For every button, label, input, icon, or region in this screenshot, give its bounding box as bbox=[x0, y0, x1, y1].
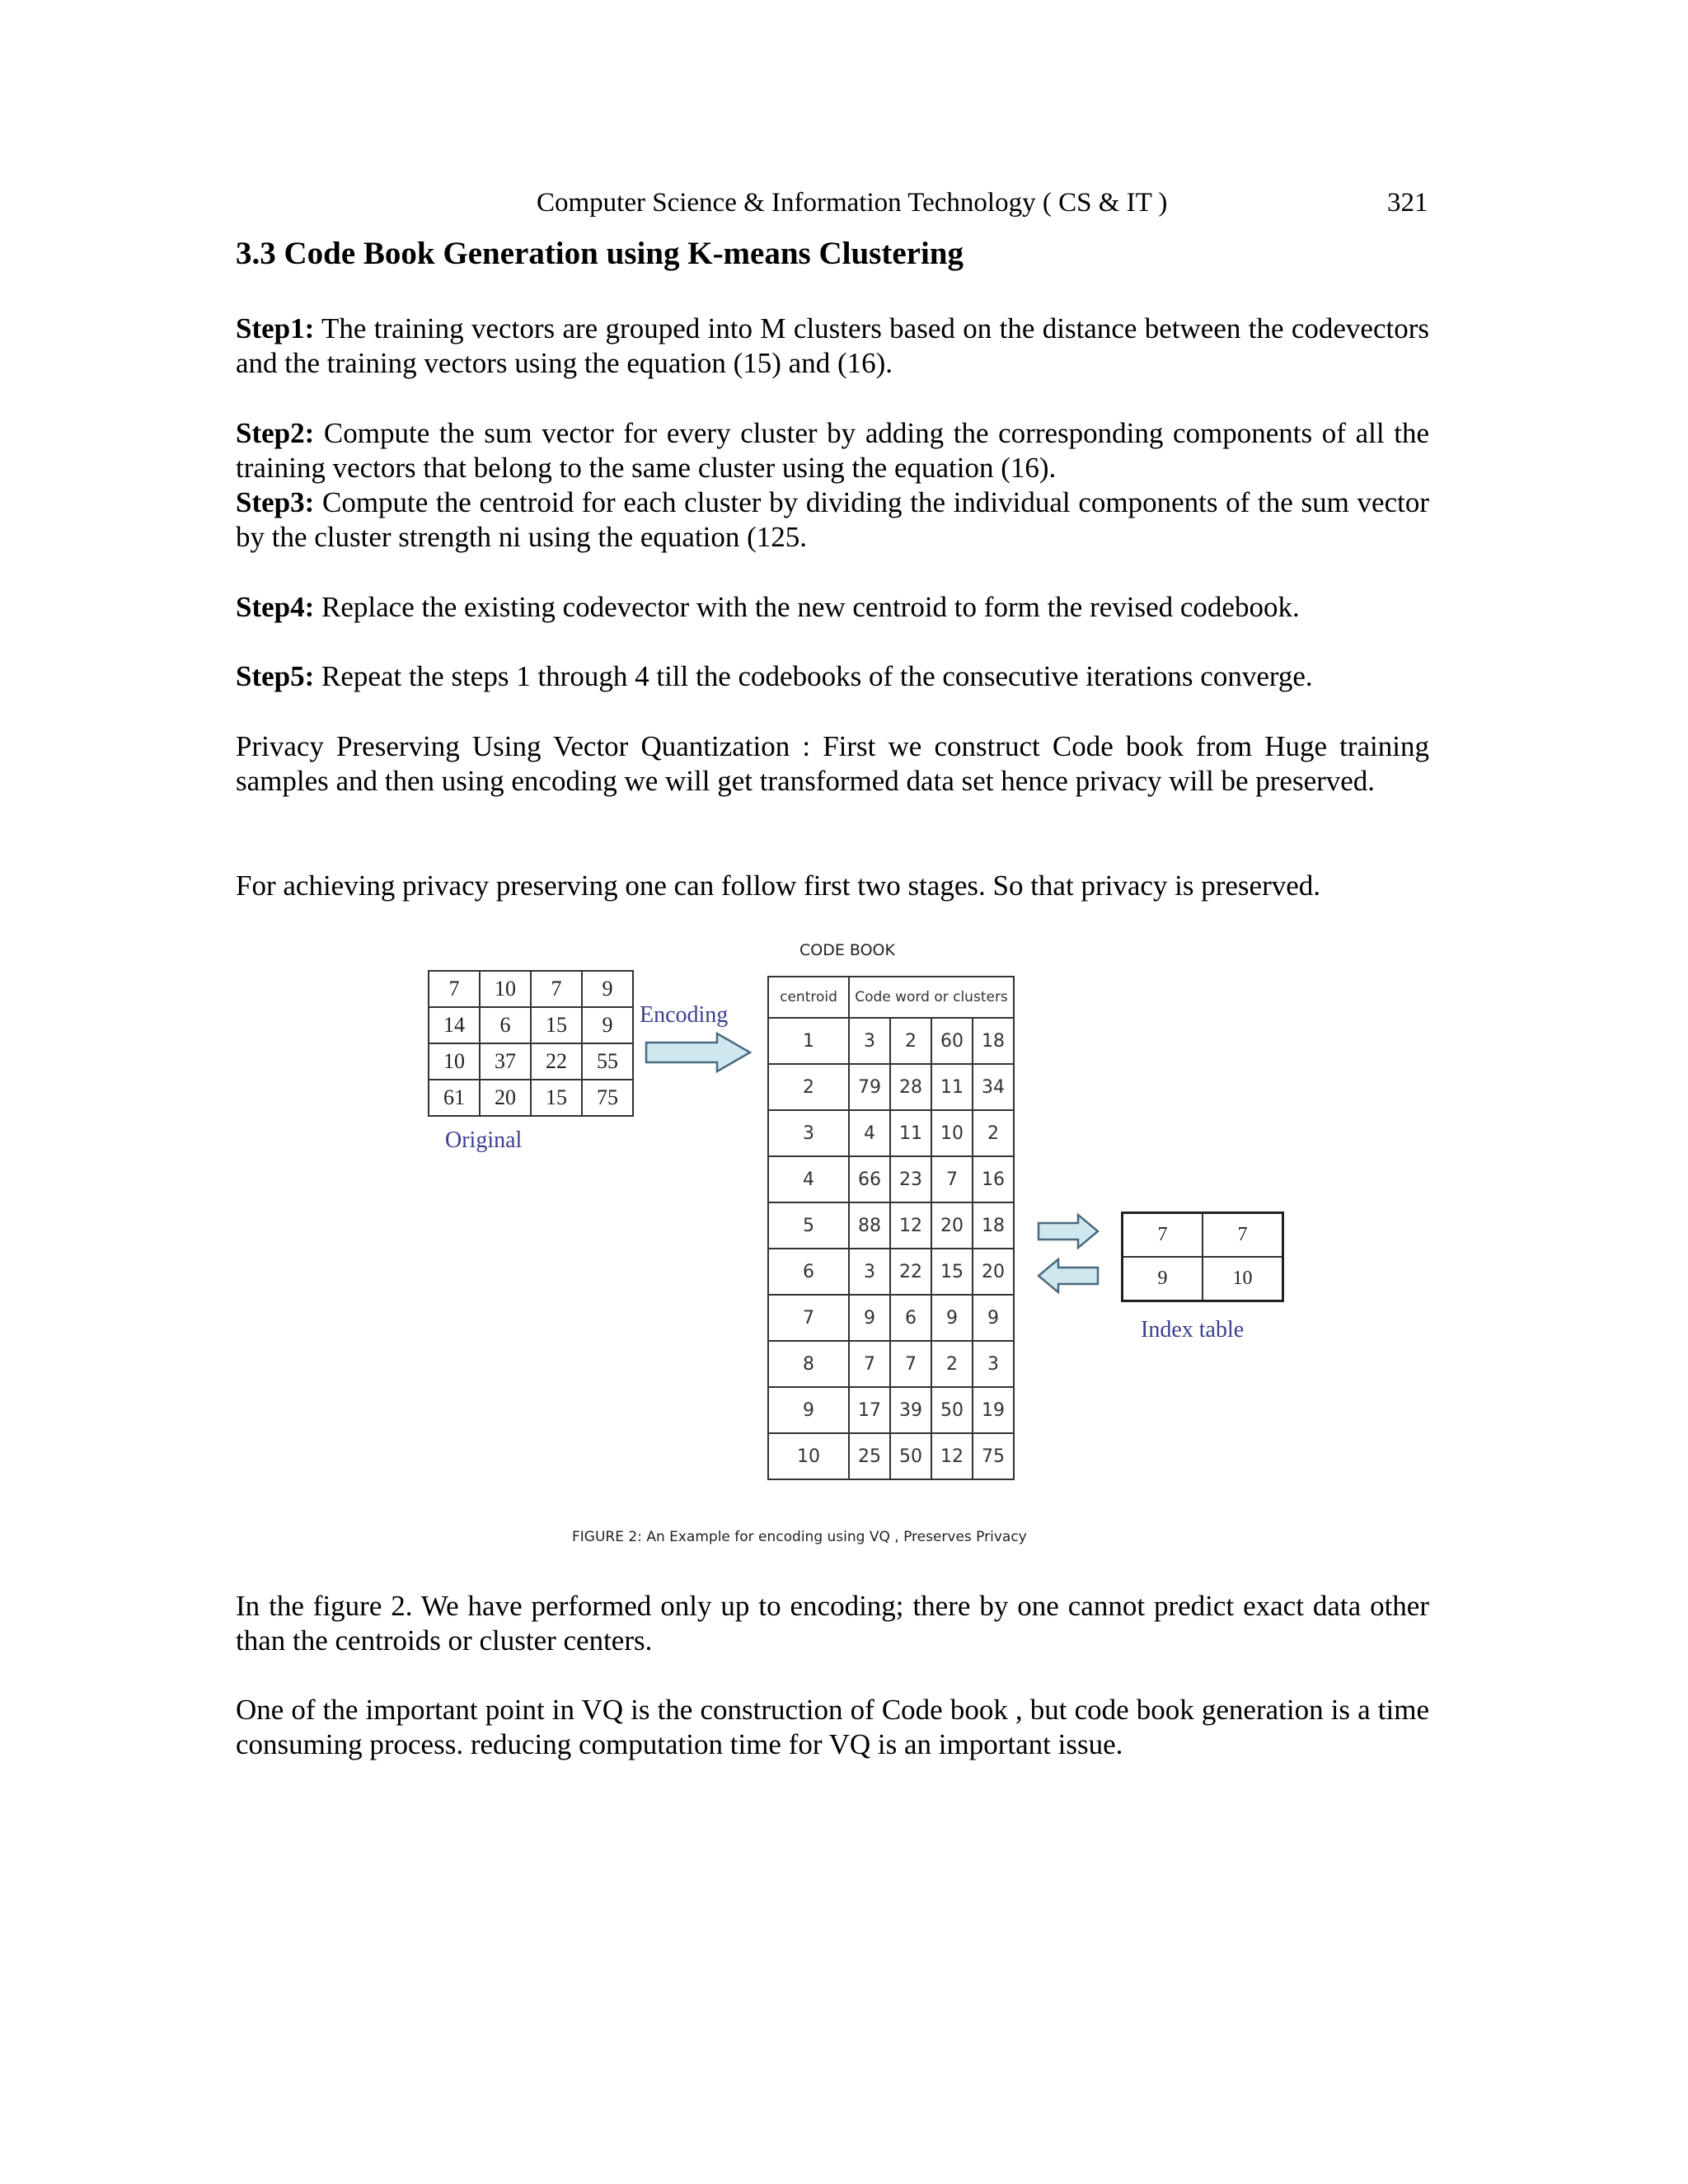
codeword-cell: 7 bbox=[890, 1341, 931, 1387]
codebook-row bbox=[768, 1018, 1014, 1064]
codeword-cell: 7 bbox=[849, 1341, 890, 1387]
codeword-cell: 18 bbox=[973, 1202, 1014, 1249]
codebook-row bbox=[768, 1433, 1014, 1479]
right-arrow-icon bbox=[1037, 1213, 1100, 1249]
codeword-cell: 7 bbox=[931, 1156, 973, 1202]
original-cell: 9 bbox=[582, 1007, 633, 1043]
figure-caption: FIGURE 2: An Example for encoding using VQ , Preserves Privacy bbox=[572, 1529, 1027, 1545]
codeword-header: Code word or clusters bbox=[849, 977, 1014, 1018]
codeword-cell: 2 bbox=[890, 1018, 931, 1064]
codebook-row bbox=[768, 1156, 1014, 1202]
centroid-cell: 5 bbox=[768, 1202, 849, 1249]
original-cell: 15 bbox=[531, 1007, 582, 1043]
original-cell: 75 bbox=[582, 1080, 633, 1116]
codeword-cell: 23 bbox=[890, 1156, 931, 1202]
step-1-paragraph bbox=[236, 312, 1429, 381]
step-3-text: Compute the centroid for each cluster by dividing the individual components of the sum vector by the cluster strength ni using the equation (125. bbox=[236, 486, 1429, 553]
codeword-cell: 79 bbox=[849, 1064, 890, 1110]
index-table bbox=[1121, 1212, 1284, 1302]
codebook-row bbox=[768, 1110, 1014, 1156]
codeword-cell: 2 bbox=[973, 1110, 1014, 1156]
step-4-label: Step4: bbox=[236, 591, 315, 623]
codeword-cell: 34 bbox=[973, 1064, 1014, 1110]
codeword-cell: 9 bbox=[849, 1295, 890, 1341]
step-5-label: Step5: bbox=[236, 660, 315, 692]
codeword-cell: 12 bbox=[890, 1202, 931, 1249]
step-3-label: Step3: bbox=[236, 486, 315, 518]
step-2-label: Step2: bbox=[236, 417, 315, 449]
privacy-vq-paragraph: Privacy Preserving Using Vector Quantization : First we construct Code book from Huge training samples and then using encoding we will get transformed data set hence privacy will be preserved. bbox=[236, 730, 1429, 797]
encoding-label: Encoding bbox=[640, 1002, 729, 1028]
centroid-cell: 4 bbox=[768, 1156, 849, 1202]
step-1-text: The training vectors are grouped into M clusters based on the distance between the codevectors and the training vectors using the equation (15) and (16). bbox=[236, 312, 1429, 379]
step-3-paragraph bbox=[236, 485, 1429, 555]
codeword-cell: 17 bbox=[849, 1387, 890, 1433]
step-2-text: Compute the sum vector for every cluster by adding the corresponding components of all the training vectors that belong to the same cluster using the equation (16). bbox=[236, 417, 1429, 484]
journal-title: Computer Science & Information Technology ( CS & IT ) bbox=[537, 188, 1168, 218]
original-cell: 10 bbox=[429, 1043, 480, 1080]
figure-2 bbox=[412, 930, 1294, 1500]
original-cell: 7 bbox=[531, 971, 582, 1007]
codeword-cell: 11 bbox=[890, 1110, 931, 1156]
codeword-cell: 15 bbox=[931, 1249, 973, 1295]
codeword-cell: 22 bbox=[890, 1249, 931, 1295]
figure-note-paragraph: In the figure 2. We have performed only up to encoding; there by one cannot predict exact data other than the centroids or cluster centers. bbox=[236, 1590, 1429, 1657]
original-cell: 22 bbox=[531, 1043, 582, 1080]
original-cell: 15 bbox=[531, 1080, 582, 1116]
codeword-cell: 3 bbox=[849, 1018, 890, 1064]
original-cell: 7 bbox=[429, 971, 480, 1007]
original-row bbox=[429, 1043, 633, 1080]
step-4-paragraph bbox=[236, 590, 1429, 625]
centroid-cell: 2 bbox=[768, 1064, 849, 1110]
codebook-row bbox=[768, 1387, 1014, 1433]
codeword-cell: 4 bbox=[849, 1110, 890, 1156]
original-cell: 37 bbox=[480, 1043, 531, 1080]
codebook-row bbox=[768, 1064, 1014, 1110]
original-label: Original bbox=[445, 1127, 523, 1153]
codeword-cell: 50 bbox=[931, 1387, 973, 1433]
original-cell: 9 bbox=[582, 971, 633, 1007]
codebook-note-paragraph: One of the important point in VQ is the construction of Code book , but code book generation is a time consuming process. reducing computation time for VQ is an important issue. bbox=[236, 1694, 1429, 1760]
codebook-table bbox=[767, 976, 1015, 1480]
index-cell: 10 bbox=[1203, 1257, 1283, 1301]
codebook-row bbox=[768, 1249, 1014, 1295]
codeword-cell: 11 bbox=[931, 1064, 973, 1110]
step-2-paragraph bbox=[236, 416, 1429, 485]
original-row bbox=[429, 1007, 633, 1043]
step-4-text: Replace the existing codevector with the new centroid to form the revised codebook. bbox=[314, 591, 1300, 623]
original-cell: 61 bbox=[429, 1080, 480, 1116]
encoding-arrow-icon bbox=[645, 1032, 753, 1073]
index-table-label: Index table bbox=[1141, 1317, 1245, 1343]
centroid-cell: 7 bbox=[768, 1295, 849, 1341]
page-number: 321 bbox=[1387, 188, 1428, 218]
original-row bbox=[429, 1080, 633, 1116]
codeword-cell: 50 bbox=[890, 1433, 931, 1479]
original-cell: 6 bbox=[480, 1007, 531, 1043]
codeword-cell: 3 bbox=[849, 1249, 890, 1295]
centroid-cell: 9 bbox=[768, 1387, 849, 1433]
original-cell: 14 bbox=[429, 1007, 480, 1043]
codeword-cell: 39 bbox=[890, 1387, 931, 1433]
codeword-cell: 9 bbox=[931, 1295, 973, 1341]
centroid-header: centroid bbox=[768, 977, 849, 1018]
index-cell: 9 bbox=[1123, 1257, 1203, 1301]
centroid-cell: 10 bbox=[768, 1433, 849, 1479]
index-row bbox=[1123, 1257, 1283, 1301]
codebook-header-row bbox=[768, 977, 1014, 1018]
codebook-row bbox=[768, 1341, 1014, 1387]
centroid-cell: 6 bbox=[768, 1249, 849, 1295]
step-1-label: Step1: bbox=[236, 312, 315, 344]
codebook-row bbox=[768, 1295, 1014, 1341]
original-cell: 20 bbox=[480, 1080, 531, 1116]
codeword-cell: 19 bbox=[973, 1387, 1014, 1433]
index-cell: 7 bbox=[1123, 1213, 1203, 1258]
original-cell: 10 bbox=[480, 971, 531, 1007]
running-header bbox=[0, 183, 1688, 224]
codeword-cell: 12 bbox=[931, 1433, 973, 1479]
codeword-cell: 16 bbox=[973, 1156, 1014, 1202]
codeword-cell: 25 bbox=[849, 1433, 890, 1479]
original-matrix bbox=[428, 970, 634, 1117]
centroid-cell: 1 bbox=[768, 1018, 849, 1064]
codeword-cell: 9 bbox=[973, 1295, 1014, 1341]
centroid-cell: 8 bbox=[768, 1341, 849, 1387]
codeword-cell: 6 bbox=[890, 1295, 931, 1341]
centroid-cell: 3 bbox=[768, 1110, 849, 1156]
step-5-text: Repeat the steps 1 through 4 till the codebooks of the consecutive iterations converge. bbox=[314, 660, 1313, 692]
section-title: 3.3 Code Book Generation using K-means Clustering bbox=[236, 236, 964, 271]
codeword-cell: 20 bbox=[931, 1202, 973, 1249]
codeword-cell: 28 bbox=[890, 1064, 931, 1110]
codeword-cell: 18 bbox=[973, 1018, 1014, 1064]
codeword-cell: 10 bbox=[931, 1110, 973, 1156]
codeword-cell: 60 bbox=[931, 1018, 973, 1064]
two-stages-paragraph: For achieving privacy preserving one can follow first two stages. So that privacy is preserved. bbox=[236, 869, 1321, 902]
original-cell: 55 bbox=[582, 1043, 633, 1080]
index-row bbox=[1123, 1213, 1283, 1258]
codeword-cell: 3 bbox=[973, 1341, 1014, 1387]
index-cell: 7 bbox=[1203, 1213, 1283, 1258]
step-5-paragraph bbox=[236, 659, 1429, 694]
codeword-cell: 20 bbox=[973, 1249, 1014, 1295]
codeword-cell: 2 bbox=[931, 1341, 973, 1387]
codebook-row bbox=[768, 1202, 1014, 1249]
codeword-cell: 66 bbox=[849, 1156, 890, 1202]
original-row bbox=[429, 971, 633, 1007]
codeword-cell: 75 bbox=[973, 1433, 1014, 1479]
codeword-cell: 88 bbox=[849, 1202, 890, 1249]
left-arrow-icon bbox=[1037, 1258, 1100, 1294]
codebook-label: CODE BOOK bbox=[799, 941, 895, 959]
